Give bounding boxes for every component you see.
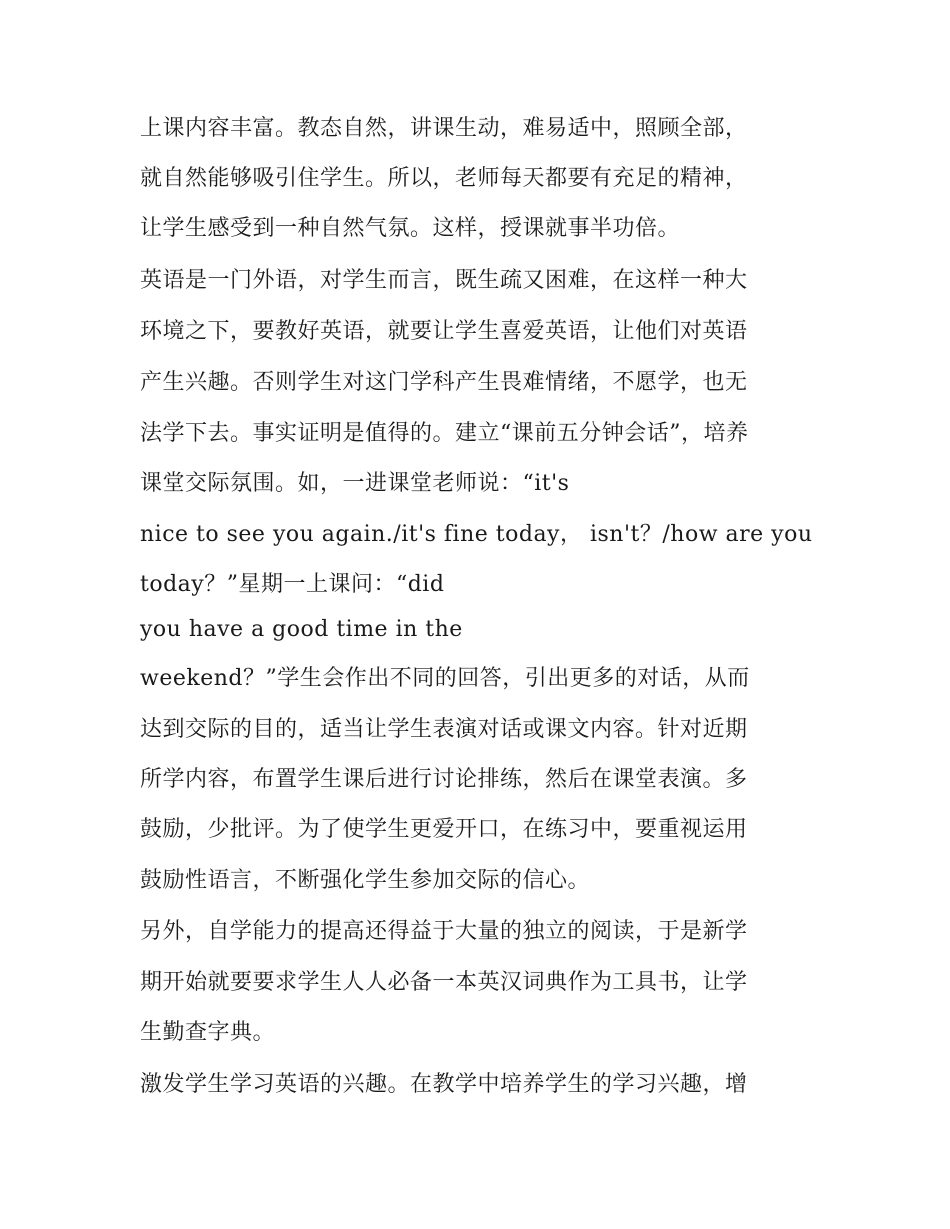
text-line: 法学下去。事实证明是值得的。建立“课前五分钟会话”，培养 [140,421,749,446]
text-line: 生勤查字典。 [140,1020,276,1045]
text-line: today？”星期一上课问：“did [140,572,445,597]
text-line: 鼓励，少批评。为了使学生更爱开口，在练习中，要重视运用 [140,817,748,842]
text-line: 所学内容，布置学生课后进行讨论排练，然后在课堂表演。多 [140,767,748,792]
text-line: 上课内容丰富。教态自然，讲课生动，难易适中，照顾全部， [140,116,748,141]
text-line: you have a good time in the [140,617,463,642]
text-line: 期开始就要要求学生人人必备一本英汉词典作为工具书，让学 [140,970,748,995]
text-line: 环境之下，要教好英语，就要让学生喜爱英语，让他们对英语 [140,319,748,344]
text-line: 另外，自学能力的提高还得益于大量的独立的阅读，于是新学 [140,919,748,944]
text-line: 让学生感受到一种自然气氛。这样，授课就事半功倍。 [140,216,681,241]
text-line: 激发学生学习英语的兴趣。在教学中培养学生的学习兴趣，增 [140,1072,748,1097]
text-line: 课堂交际氛围。如，一进课堂老师说：“it's [140,471,570,496]
text-line: weekend？”学生会作出不同的回答，引出更多的对话，从而 [140,666,750,691]
text-line: 英语是一门外语，对学生而言，既生疏又困难，在这样一种大 [140,268,748,293]
text-line: 产生兴趣。否则学生对这门学科产生畏难情绪，不愿学，也无 [140,370,748,395]
text-line: 鼓励性语言，不断强化学生参加交际的信心。 [140,868,591,893]
text-line: 达到交际的目的，适当让学生表演对话或课文内容。针对近期 [140,717,748,742]
text-line: nice to see you again./it's fine today， isn't？/how are you [140,522,813,547]
text-line: 就自然能够吸引住学生。所以，老师每天都要有充足的精神， [140,166,748,191]
